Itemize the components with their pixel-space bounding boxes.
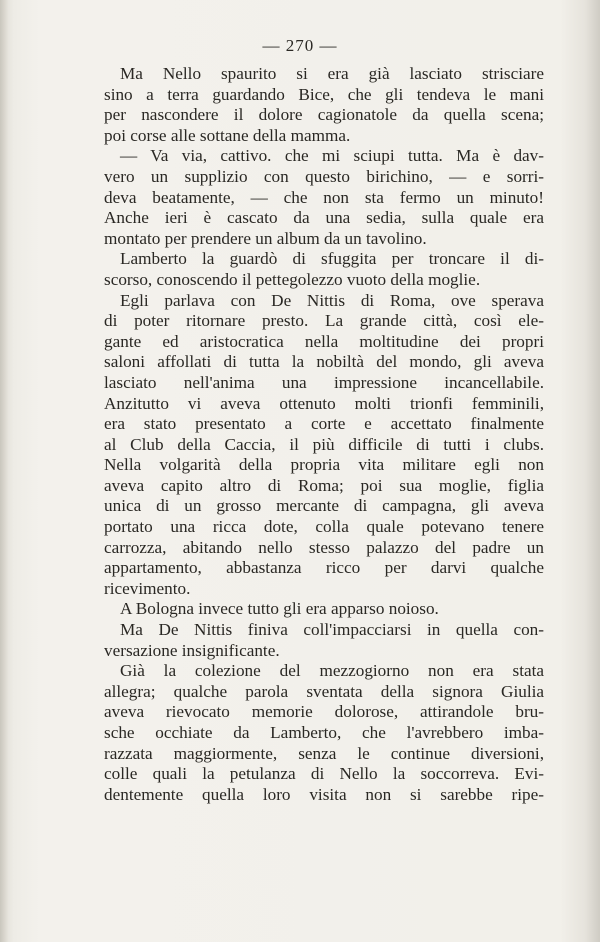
text-line: allegra; qualche parola sventata della signora Giulia [104,681,544,701]
text-line: deva beatamente, — che non sta fermo un minuto! [104,187,544,207]
text-line: Ma De Nittis finiva coll'impacciarsi in quella con- [120,620,544,640]
text-line: razzata maggiormente, senza le continue diversioni, [104,743,544,763]
text-line: di poter ritornare presto. La grande città, così ele- [104,311,544,331]
text-line: aveva capito altro di Roma; poi sua moglie, figlia [104,475,544,495]
text-line: al Club della Caccia, il più difficile di tutti i clubs. [104,434,544,454]
text-line: lasciato nell'anima una impressione incancellabile. [104,372,544,392]
text-line: per nascondere il dolore cagionatole da quella scena; [104,105,544,125]
text-line: poi corse alle sottane della mamma. [104,125,351,145]
text-line: Anzitutto vi aveva ottenuto molti trionfi femminili, [104,393,544,413]
text-line: scorso, conoscendo il pettegolezzo vuoto della moglie. [104,269,481,289]
text-line: era stato presentato a corte e accettato finalmente [104,414,544,434]
text-line: versazione insignificante. [104,640,280,660]
text-line: appartamento, abbastanza ricco per darvi qualche [104,558,544,578]
page-number: — 270 — [262,36,338,55]
text-line: colle quali la petulanza di Nello la soccorreva. Evi- [104,764,544,784]
text-line: montato per prendere un album da un tavolino. [104,228,427,248]
text-line: vero un supplizio con questo birichino, — e sorri- [104,166,544,186]
text-line: dentemente quella loro visita non si sarebbe ripe- [104,784,544,804]
text-line: Anche ieri è cascato da una sedia, sulla quale era [104,208,544,228]
text-line: Ma Nello spaurito si era già lasciato strisciare [120,64,544,83]
text-line: sche occhiate da Lamberto, che l'avrebbero imba- [104,723,544,742]
text-line: carrozza, abitando nello stesso palazzo del padre un [104,537,544,557]
page-edge-shadow [0,0,8,942]
body-text [104,64,544,805]
text-line: ricevimento. [104,578,191,598]
text-line: saloni affollati di tutta la nobiltà del mondo, gli aveva [104,352,544,372]
text-line: Già la colezione del mezzogiorno non era stata [120,661,544,681]
text-line: Nella volgarità della propria vita militare egli non [104,455,544,475]
text-line: unica di un grosso mercante di campagna, gli aveva [104,496,544,516]
text-line: A Bologna invece tutto gli era apparso noioso. [120,599,439,619]
text-line: gante ed aristocratica nella moltitudine dei propri [104,331,544,351]
text-line: Lamberto la guardò di sfuggita per troncare il di- [120,249,544,269]
text-line: sino a terra guardando Bice, che gli tendeva le mani [104,84,544,104]
text-line: Egli parlava con De Nittis di Roma, ove sperava [120,290,544,310]
text-line: aveva rievocato memorie dolorose, attirandole bru- [104,702,544,722]
text-line: portato una ricca dote, colla quale potevano tenere [104,517,544,537]
text-line: — Va via, cattivo. che mi sciupi tutta. Ma è dav- [120,146,544,166]
